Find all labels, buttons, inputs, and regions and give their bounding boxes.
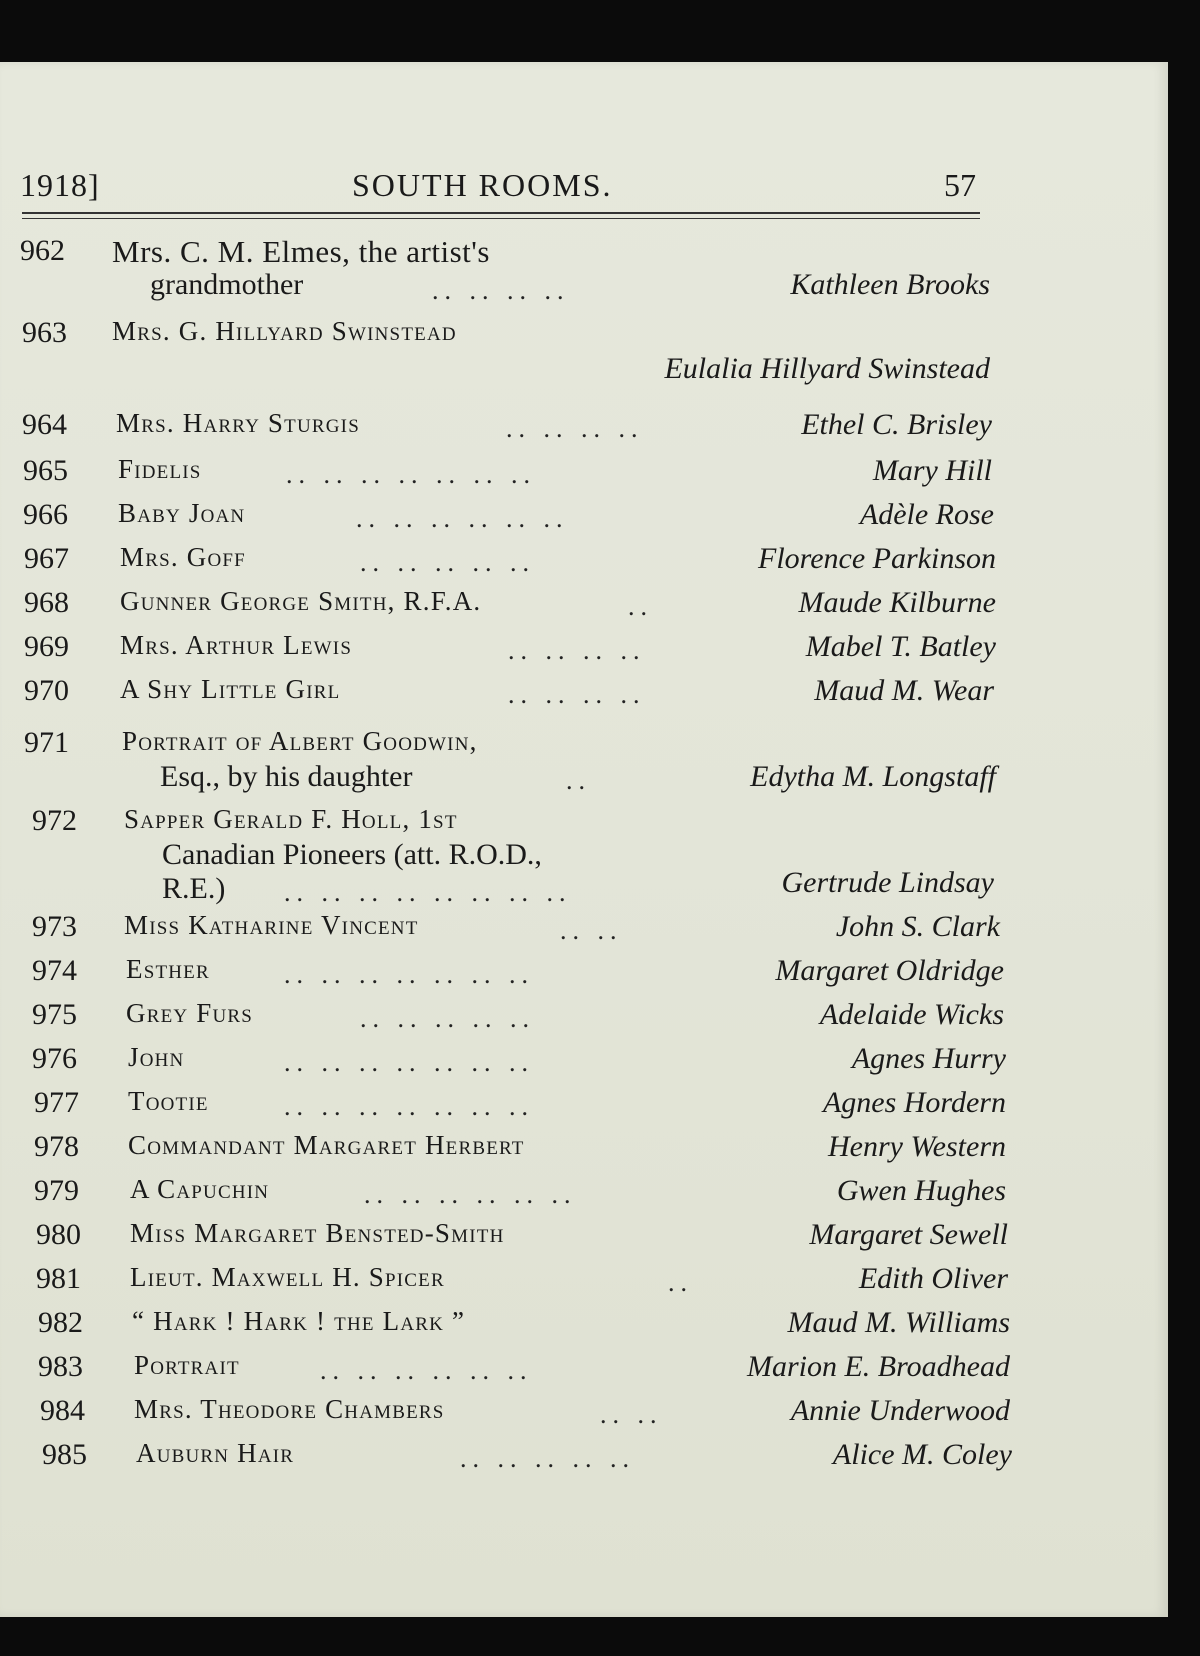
entry-title-cont: grandmother: [150, 268, 304, 301]
leader-dots: .. .. .. .. .. .. ..: [284, 1092, 534, 1121]
leader-dots: .. .. .. ..: [506, 414, 644, 443]
leader-dots: .. .. .. .. .. ..: [320, 1356, 533, 1385]
entry-artist: Edytha M. Longstaff: [750, 760, 996, 793]
entry-title: Sapper Gerald F. Holl, 1st: [124, 804, 458, 834]
entry-artist: Agnes Hordern: [822, 1086, 1006, 1119]
entry-artist: Maud M. Williams: [787, 1306, 1010, 1339]
leader-dots: .. ..: [560, 916, 623, 945]
leader-dots: .. .. .. .. ..: [460, 1444, 635, 1473]
header-year: 1918]: [20, 167, 100, 203]
entry-title: Miss Margaret Bensted-Smith: [130, 1218, 505, 1248]
entry-number: 979: [34, 1174, 79, 1207]
entry-artist: Margaret Oldridge: [775, 954, 1004, 987]
entry-artist: Eulalia Hillyard Swinstead: [664, 352, 990, 385]
leader-dots: .. ..: [600, 1400, 663, 1429]
entry-artist: Florence Parkinson: [758, 542, 996, 575]
entry-title: Portrait of Albert Goodwin,: [122, 726, 478, 756]
entry-artist: Maude Kilburne: [798, 586, 996, 619]
entry-artist: Edith Oliver: [858, 1262, 1008, 1295]
leader-dots: .. .. .. ..: [432, 276, 570, 305]
entry-number: 968: [24, 586, 69, 619]
leader-dots: .. .. .. .. .. ..: [356, 504, 569, 533]
entry-title: A Shy Little Girl: [120, 674, 341, 704]
entry-title: Gunner George Smith, R.F.A.: [120, 586, 482, 616]
entry-title: A Capuchin: [130, 1174, 270, 1204]
entry-title: Mrs. Goff: [120, 542, 246, 572]
entry-number: 976: [32, 1042, 77, 1075]
entry-title: Lieut. Maxwell H. Spicer: [130, 1262, 445, 1292]
leader-dots: .. .. .. .. ..: [360, 548, 535, 577]
entry-title-cont2: R.E.): [162, 872, 226, 905]
entry-title: Fidelis: [118, 454, 202, 484]
entry-artist: John S. Clark: [835, 910, 1000, 943]
entry-artist: Mabel T. Batley: [805, 630, 996, 663]
entry-title: Tootie: [128, 1086, 209, 1116]
leader-dots: .. .. .. ..: [508, 636, 646, 665]
entry-title: Grey Furs: [126, 998, 254, 1028]
entry-number: 978: [34, 1130, 79, 1163]
entry-artist: Kathleen Brooks: [790, 268, 990, 301]
entry-number: 974: [32, 954, 77, 987]
entry-title: Mrs. Theodore Chambers: [134, 1394, 445, 1424]
leader-dots: ..: [668, 1268, 693, 1297]
entry-title: Portrait: [134, 1350, 240, 1380]
entry-list: [0, 62, 1168, 1617]
entry-title: Mrs. Harry Sturgis: [116, 408, 360, 438]
entry-number: 971: [24, 726, 69, 759]
entry-artist: Maud M. Wear: [814, 674, 994, 707]
leader-dots: .. .. .. .. .. .. ..: [286, 460, 536, 489]
entry-number: 983: [38, 1350, 83, 1383]
entry-artist: Henry Western: [827, 1130, 1006, 1163]
entry-artist: Adèle Rose: [859, 498, 994, 531]
leader-dots: ..: [566, 766, 591, 795]
page-title: SOUTH ROOMS.: [352, 167, 613, 203]
entry-artist: Margaret Sewell: [809, 1218, 1008, 1251]
entry-title: Mrs. Arthur Lewis: [120, 630, 353, 660]
entry-number: 973: [32, 910, 77, 943]
leader-dots: .. .. .. .. .. ..: [364, 1180, 577, 1209]
entry-title-cont: Canadian Pioneers (att. R.O.D.,: [162, 838, 542, 871]
leader-dots: .. .. .. .. .. .. .. ..: [284, 878, 572, 907]
entry-artist: Adelaide Wicks: [819, 998, 1004, 1031]
entry-number: 982: [38, 1306, 83, 1339]
entry-number: 984: [40, 1394, 85, 1427]
entry-number: 966: [23, 498, 68, 531]
leader-dots: .. .. .. .. .. .. ..: [284, 960, 534, 989]
entry-number: 967: [24, 542, 69, 575]
entry-number: 985: [42, 1438, 87, 1471]
entry-number: 970: [24, 674, 69, 707]
entry-number: 965: [23, 454, 68, 487]
leader-dots: .. .. .. .. ..: [360, 1004, 535, 1033]
entry-artist: Annie Underwood: [790, 1394, 1010, 1427]
entry-title: Mrs. C. M. Elmes, the artist's: [112, 234, 490, 269]
entry-number: 962: [20, 234, 65, 267]
page-number: 57: [944, 167, 976, 203]
entry-title: Baby Joan: [118, 498, 246, 528]
entry-number: 981: [36, 1262, 81, 1295]
entry-title: Miss Katharine Vincent: [124, 910, 419, 940]
entry-artist: Alice M. Coley: [832, 1438, 1012, 1471]
entry-title: Commandant Margaret Herbert: [128, 1130, 525, 1160]
entry-artist: Mary Hill: [872, 454, 992, 487]
entry-title: Esther: [126, 954, 210, 984]
entry-title: John: [128, 1042, 185, 1072]
entry-title: Mrs. G. Hillyard Swinstead: [112, 316, 457, 346]
entry-number: 980: [36, 1218, 81, 1251]
entry-number: 972: [32, 804, 77, 837]
entry-number: 977: [34, 1086, 79, 1119]
entry-artist: Gertrude Lindsay: [781, 866, 994, 899]
entry-artist: Agnes Hurry: [851, 1042, 1006, 1075]
entry-number: 963: [22, 316, 67, 349]
entry-number: 964: [22, 408, 67, 441]
catalogue-page: [0, 62, 1168, 1617]
entry-number: 969: [24, 630, 69, 663]
leader-dots: .. .. .. ..: [508, 680, 646, 709]
entry-artist: Marion E. Broadhead: [746, 1350, 1010, 1383]
leader-dots: ..: [628, 592, 653, 621]
entry-artist: Ethel C. Brisley: [801, 408, 992, 441]
entry-title-cont: Esq., by his daughter: [160, 760, 413, 793]
entry-title: Auburn Hair: [136, 1438, 295, 1468]
entry-number: 975: [32, 998, 77, 1031]
entry-title: “ Hark ! Hark ! the Lark ”: [132, 1306, 466, 1336]
leader-dots: .. .. .. .. .. .. ..: [284, 1048, 534, 1077]
entry-artist: Gwen Hughes: [836, 1174, 1006, 1207]
